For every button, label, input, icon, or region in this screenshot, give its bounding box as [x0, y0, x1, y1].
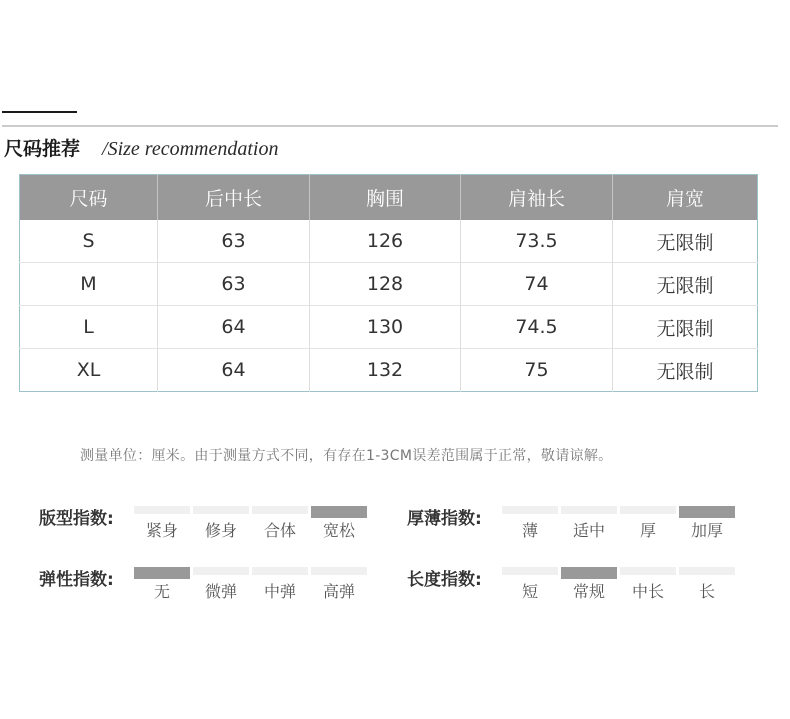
heading-title-en: /Size recommendation — [102, 138, 279, 160]
table-cell: XL — [20, 349, 158, 392]
table-cell: 128 — [310, 263, 461, 306]
fit-index-segment-selected — [311, 506, 367, 518]
column-header-back-length: 后中长 — [158, 175, 310, 221]
column-header-shoulder: 肩宽 — [613, 175, 758, 221]
elasticity-index-segment — [193, 567, 249, 575]
thickness-index-segment-selected — [679, 506, 735, 518]
heading-accent-line — [2, 111, 77, 113]
table-cell: 126 — [310, 220, 461, 263]
table-cell: 130 — [310, 306, 461, 349]
table-row — [20, 263, 758, 306]
table-header-row — [20, 175, 758, 221]
column-header-sleeve-length: 肩袖长 — [461, 175, 613, 221]
length-index-segment — [620, 567, 676, 575]
fit-option-label: 修身 — [204, 521, 237, 540]
fit-option-label: 宽松 — [322, 521, 355, 540]
size-table — [19, 174, 758, 392]
fit-index-segment — [252, 506, 308, 514]
thickness-option-label: 厚 — [639, 521, 656, 540]
elasticity-index-segment — [311, 567, 367, 575]
table-row — [20, 220, 758, 263]
length-option-label: 中长 — [631, 582, 664, 601]
table-cell: 无限制 — [613, 263, 758, 306]
thickness-index-segment — [620, 506, 676, 514]
thickness-index-segment — [561, 506, 617, 514]
table-cell: 64 — [158, 349, 310, 392]
heading-title-cn: 尺码推荐 — [4, 138, 81, 160]
thickness-index-label: 厚薄指数: — [407, 509, 482, 529]
elasticity-option-label: 中弹 — [263, 582, 296, 601]
length-index-label: 长度指数: — [407, 570, 482, 590]
fit-option-label: 合体 — [263, 521, 296, 540]
fit-index-segment — [134, 506, 190, 514]
fit-index-segment — [193, 506, 249, 514]
table-cell: 无限制 — [656, 360, 714, 383]
thickness-option-label: 适中 — [572, 521, 605, 540]
table-cell: S — [20, 220, 158, 263]
thickness-option-label: 薄 — [521, 521, 538, 540]
table-cell: 63 — [158, 220, 310, 263]
length-option-label: 短 — [521, 582, 538, 601]
thickness-index-segment — [502, 506, 558, 514]
table-row — [20, 306, 758, 349]
elasticity-index-label: 弹性指数: — [39, 570, 114, 590]
column-header-size: 尺码 — [20, 175, 158, 221]
table-cell: L — [20, 306, 158, 349]
table-cell: 无限制 — [613, 220, 758, 263]
fit-index-label: 版型指数: — [39, 509, 114, 529]
table-cell: 64 — [158, 306, 310, 349]
thickness-option-label: 加厚 — [690, 521, 723, 540]
length-option-label: 常规 — [572, 582, 605, 601]
table-cell: 63 — [158, 263, 310, 306]
fit-option-label: 紧身 — [145, 521, 178, 540]
elasticity-option-label: 无 — [153, 582, 170, 601]
table-cell: 132 — [310, 349, 461, 392]
table-cell: M — [20, 263, 158, 306]
elasticity-index-segment-selected — [134, 567, 190, 579]
length-option-label: 长 — [698, 582, 715, 601]
length-index-segment — [679, 567, 735, 575]
elasticity-index-segment — [252, 567, 308, 575]
section-heading — [4, 134, 278, 161]
top-divider — [2, 125, 778, 127]
measurement-note: 测量单位：厘米。由于测量方式不同，有存在1-3CM误差范围属于正常，敬请谅解。 — [80, 448, 613, 464]
table-cell: 73.5 — [461, 220, 613, 263]
length-index-segment — [502, 567, 558, 575]
table-row — [20, 349, 758, 392]
column-header-chest: 胸围 — [310, 175, 461, 221]
table-cell: 75 — [461, 349, 613, 392]
elasticity-option-label: 高弹 — [322, 582, 355, 601]
table-cell: 74 — [461, 263, 613, 306]
table-cell: 74.5 — [461, 306, 613, 349]
elasticity-option-label: 微弹 — [204, 582, 237, 601]
length-index-segment-selected — [561, 567, 617, 579]
table-cell: 无限制 — [613, 306, 758, 349]
